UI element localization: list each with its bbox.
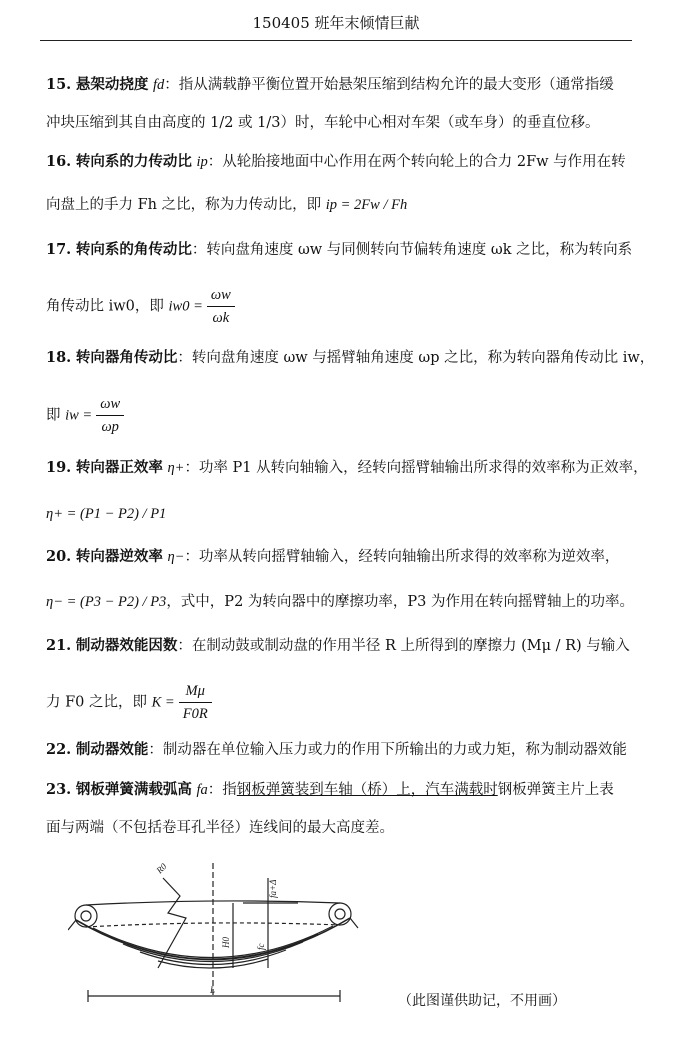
label-l: L (210, 985, 216, 995)
item-number: 19. (46, 459, 72, 476)
item-number: 21. (46, 637, 72, 654)
page-header: 150405 班年末倾情巨献 (40, 6, 632, 41)
formula-lhs: K = (151, 694, 175, 711)
item-number: 16. (46, 153, 72, 170)
item-22-line1 (46, 740, 636, 760)
item-text: ：在制动鼓或制动盘的作用半径 R 上所得到的摩擦力 (Mμ / R) 与输入 (177, 638, 630, 654)
item-21-line2 (46, 680, 636, 725)
item-23-line1 (46, 780, 636, 800)
item-term: 制动器效能 (75, 741, 149, 758)
item-term: 转向系的力传动比 (75, 153, 192, 170)
formula-fraction (96, 393, 124, 438)
item-text: ：从轮胎接地面中心作用在两个转向轮上的合力 2Fw 与作用在转 (207, 154, 626, 170)
item-16-line1 (46, 152, 636, 172)
item-20-line1 (46, 547, 636, 567)
item-text: ：转向盘角速度 ωw 与同侧转向节偏转角速度 ωk 之比，称为转向系 (191, 242, 633, 258)
item-number: 17. (46, 241, 72, 258)
right-eye-outer (329, 903, 351, 925)
formula-lhs: iw0 = (168, 298, 203, 315)
item-number: 18. (46, 349, 72, 366)
item-18-line1 (46, 348, 655, 368)
item-text: 钢板弹簧主片上表 (497, 782, 614, 798)
fraction-numerator: ωw (207, 284, 235, 307)
item-formula: ip = 2Fw / Fh (325, 197, 408, 213)
item-term: 制动器效能因数 (75, 637, 178, 654)
item-number: 15. (46, 76, 72, 93)
item-text: ：指 (207, 782, 237, 798)
item-19-line1 (46, 458, 648, 478)
item-term: 转向器正效率 (75, 459, 163, 476)
item-symbol: η+ (167, 460, 185, 476)
item-17-line2 (46, 284, 636, 329)
item-text: ：功率 P1 从转向轴输入，经转向摇臂轴输出所求得的效率称为正效率， (184, 460, 648, 476)
item-text: 角传动比 iw0，即 (46, 298, 164, 315)
item-20-line2 (46, 592, 636, 612)
formula-lhs: iw = (65, 407, 93, 424)
item-formula: η+ = (P1 − P2) / P1 (46, 506, 167, 522)
label-r0: R0 (154, 861, 169, 876)
item-term: 悬架动挠度 (75, 76, 149, 93)
item-16-line2 (46, 195, 636, 215)
item-symbol: η− (167, 549, 185, 565)
item-term: 转向器逆效率 (75, 548, 163, 565)
formula-fraction (179, 680, 212, 725)
item-symbol: fa (196, 782, 208, 798)
fraction-numerator: Mμ (179, 680, 212, 703)
item-19-formula (46, 504, 636, 524)
fraction-denominator: ωk (212, 310, 230, 326)
item-term: 转向器角传动比 (75, 349, 178, 366)
label-fa-delta: fa+Δ (268, 879, 278, 898)
item-text: ：制动器在单位输入压力或力的作用下所输出的力或力矩，称为制动器效能 (148, 742, 627, 758)
item-text: ：转向盘角速度 ωw 与摇臂轴角速度 ωp 之比，称为转向器角传动比 iw， (177, 350, 655, 366)
item-text: ，式中，P2 为转向器中的摩擦功率，P3 为作用在转向摇臂轴上的功率。 (166, 594, 634, 610)
figure-caption: （此图谨供助记，不用画） (398, 993, 566, 1009)
fraction-denominator: F0R (182, 706, 208, 722)
item-term: 转向系的角传动比 (75, 241, 192, 258)
item-17-line1 (46, 240, 636, 260)
item-number: 22. (46, 741, 72, 758)
item-text: 向盘上的手力 Fh 之比，称为力传动比，即 (46, 197, 322, 213)
item-15-line2: 冲块压缩到其自由高度的 1/2 或 1/3）时，车轮中心相对车架（或车身）的垂直位移。 (46, 115, 600, 131)
item-23-line2: 面与两端（不包括卷耳孔半径）连线间的最大高度差。 (46, 820, 394, 836)
left-eye-outer (75, 905, 97, 927)
leaf-spring-figure (68, 858, 368, 1008)
underlined-text: 钢板弹簧装到车轴（桥）上，汽车满载时 (236, 782, 498, 798)
item-symbol: ip (196, 154, 208, 170)
formula-fraction (207, 284, 235, 329)
label-fc: fc (256, 943, 266, 950)
item-term: 钢板弹簧满载弧高 (75, 781, 192, 798)
left-eye-inner (81, 911, 91, 921)
fraction-numerator: ωw (96, 393, 124, 416)
right-eye-inner (335, 909, 345, 919)
item-text: 即 (46, 407, 61, 424)
item-21-line1 (46, 636, 636, 656)
item-15-line1 (46, 75, 636, 95)
item-formula: η− = (P3 − P2) / P3 (46, 594, 167, 610)
item-text: 力 F0 之比，即 (46, 694, 148, 711)
label-h0: H0 (221, 937, 231, 948)
item-number: 20. (46, 548, 72, 565)
item-number: 23. (46, 781, 72, 798)
item-symbol: fd (152, 77, 165, 93)
fraction-denominator: ωp (101, 419, 119, 435)
item-18-line2 (46, 393, 636, 438)
item-text: ：指从满载静平衡位置开始悬架压缩到结构允许的最大变形（通常指缓 (164, 77, 614, 93)
item-text: ：功率从转向摇臂轴输入，经转向轴输出所求得的效率称为逆效率， (184, 549, 620, 565)
